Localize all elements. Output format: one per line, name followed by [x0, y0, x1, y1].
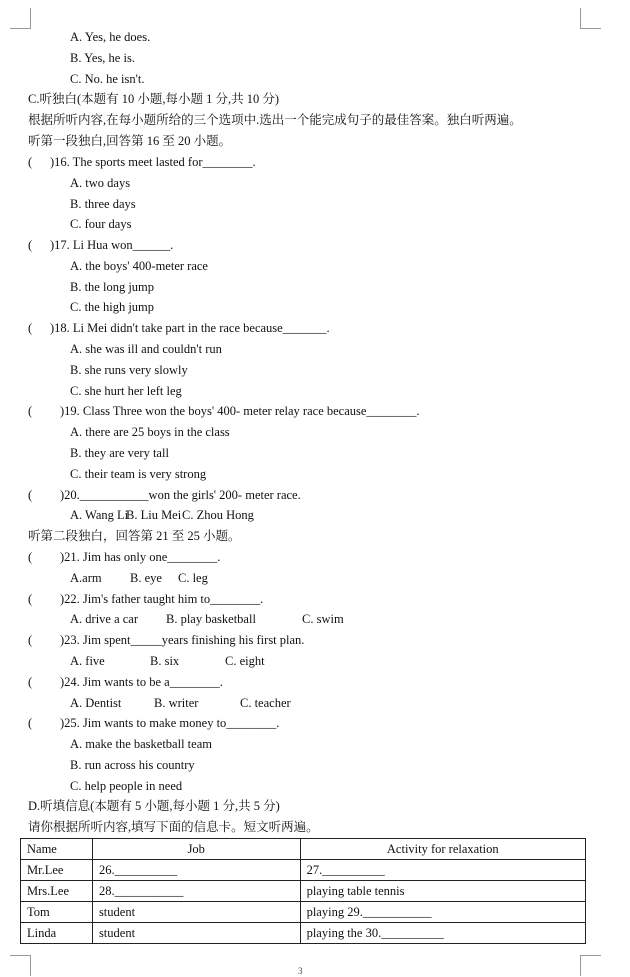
answer-paren[interactable]: (: [28, 550, 33, 564]
option: B. she runs very slowly: [70, 363, 188, 377]
answer-paren[interactable]: (: [28, 238, 33, 252]
cell-activity-blank[interactable]: 27.__________: [300, 860, 585, 881]
table-header-row: [21, 839, 586, 860]
cell-activity: playing table tennis: [300, 881, 585, 902]
section-d-title: D.听填信息(本题有 5 小题,每小题 1 分,共 5 分): [28, 799, 280, 813]
table-row: [21, 881, 586, 902]
question-21: [28, 548, 220, 566]
part-one-heading: 听第一段独白,回答第 16 至 20 小题。: [28, 134, 232, 148]
cell-job: student: [92, 923, 300, 944]
option: B. run across his country: [70, 758, 195, 772]
option: A. the boys' 400-meter race: [70, 259, 208, 273]
answer-paren[interactable]: (: [28, 321, 33, 335]
column-header-job: Job: [92, 839, 300, 860]
section-c-instruction: 根据所听内容,在每小题所给的三个选项中.选出一个能完成句子的最佳答案。独白听两遍。: [28, 113, 522, 127]
crop-mark-bottom-left: [10, 955, 31, 976]
option: A. five: [70, 654, 105, 668]
column-header-name: Name: [21, 839, 93, 860]
option: A. Yes, he does.: [70, 30, 151, 44]
question-24: [28, 673, 223, 691]
cell-name: Linda: [21, 923, 93, 944]
column-header-activity: Activity for relaxation: [300, 839, 585, 860]
question-stem: )19. Class Three won the boys' 400- meter relay race because________.: [60, 404, 420, 418]
question-17: [28, 236, 173, 254]
cell-name: Tom: [21, 902, 93, 923]
crop-mark-top-right: [580, 8, 601, 29]
options-row: [70, 569, 208, 587]
cell-activity-blank[interactable]: playing 29.___________: [300, 902, 585, 923]
option: A. drive a car: [70, 612, 139, 626]
option: B. Liu Mei: [126, 508, 182, 522]
option: B. the long jump: [70, 280, 155, 294]
question-stem: )22. Jim's father taught him to________.: [60, 592, 264, 606]
option: A. Dentist: [70, 696, 122, 710]
option: B. six: [150, 654, 180, 668]
option: A. there are 25 boys in the class: [70, 425, 230, 439]
page-number: 3: [298, 966, 303, 976]
question-20: [28, 486, 301, 504]
question-16: [28, 153, 256, 171]
answer-paren[interactable]: (: [28, 675, 33, 689]
answer-paren[interactable]: (: [28, 404, 33, 418]
section-d-instruction: 请你根据所听内容,填写下面的信息卡。短文听两遍。: [28, 820, 319, 834]
option: C. Zhou Hong: [182, 508, 254, 522]
cell-job-blank[interactable]: 26.__________: [92, 860, 300, 881]
options-row: [70, 652, 265, 670]
option: B. Yes, he is.: [70, 51, 135, 65]
crop-mark-bottom-right: [580, 955, 601, 976]
option: A.arm: [70, 571, 102, 585]
option: A. make the basketball team: [70, 737, 212, 751]
options-row: [70, 506, 254, 524]
question-18: [28, 319, 330, 337]
part-two-heading: 听第二段独白，回答第 21 至 25 小题。: [28, 529, 241, 543]
question-stem: )21. Jim has only one________.: [60, 550, 221, 564]
option: C. swim: [302, 612, 344, 626]
option: B. three days: [70, 197, 136, 211]
options-row: [70, 694, 291, 712]
answer-paren[interactable]: (: [28, 633, 33, 647]
answer-paren[interactable]: (: [28, 592, 33, 606]
option: C. the high jump: [70, 300, 155, 314]
question-stem: )25. Jim wants to make money to________.: [60, 716, 280, 730]
answer-paren[interactable]: (: [28, 488, 33, 502]
option: C. she hurt her left leg: [70, 384, 182, 398]
question-22: [28, 590, 263, 608]
section-c-title: C.听独白(本题有 10 小题,每小题 1 分,共 10 分): [28, 92, 280, 106]
option: C. teacher: [240, 696, 291, 710]
option: B. they are very tall: [70, 446, 169, 460]
option: A. two days: [70, 176, 131, 190]
option: B. play basketball: [166, 612, 256, 626]
option: C. No. he isn't.: [70, 72, 145, 86]
option: C. eight: [225, 654, 265, 668]
question-25: [28, 714, 279, 732]
table-row: [21, 923, 586, 944]
question-stem: )16. The sports meet lasted for________.: [50, 155, 256, 169]
option: B. eye: [130, 571, 162, 585]
cell-job-blank[interactable]: 28.___________: [92, 881, 300, 902]
question-stem: )20.___________won the girls' 200- meter race.: [60, 488, 301, 502]
cell-job: student: [92, 902, 300, 923]
question-stem: )18. Li Mei didn't take part in the race because_______.: [50, 321, 330, 335]
option: B. writer: [154, 696, 199, 710]
answer-paren[interactable]: (: [28, 716, 33, 730]
answer-paren[interactable]: (: [28, 155, 33, 169]
option: A. she was ill and couldn't run: [70, 342, 222, 356]
cell-activity-blank[interactable]: playing the 30.__________: [300, 923, 585, 944]
cell-name: Mrs.Lee: [21, 881, 93, 902]
table-row: [21, 860, 586, 881]
option: A. Wang Li: [70, 508, 129, 522]
question-stem: )17. Li Hua won______.: [50, 238, 174, 252]
info-card-table: [20, 838, 586, 944]
table-row: [21, 902, 586, 923]
cell-name: Mr.Lee: [21, 860, 93, 881]
option: C. leg: [178, 571, 208, 585]
options-row: [70, 610, 344, 628]
option: C. their team is very strong: [70, 467, 207, 481]
question-23: [28, 631, 304, 649]
question-stem: )23. Jim spent_____years finishing his first plan.: [60, 633, 305, 647]
question-stem: )24. Jim wants to be a________.: [60, 675, 223, 689]
question-19: [28, 402, 420, 420]
option: C. four days: [70, 217, 132, 231]
option: C. help people in need: [70, 779, 183, 793]
crop-mark-top-left: [10, 8, 31, 29]
